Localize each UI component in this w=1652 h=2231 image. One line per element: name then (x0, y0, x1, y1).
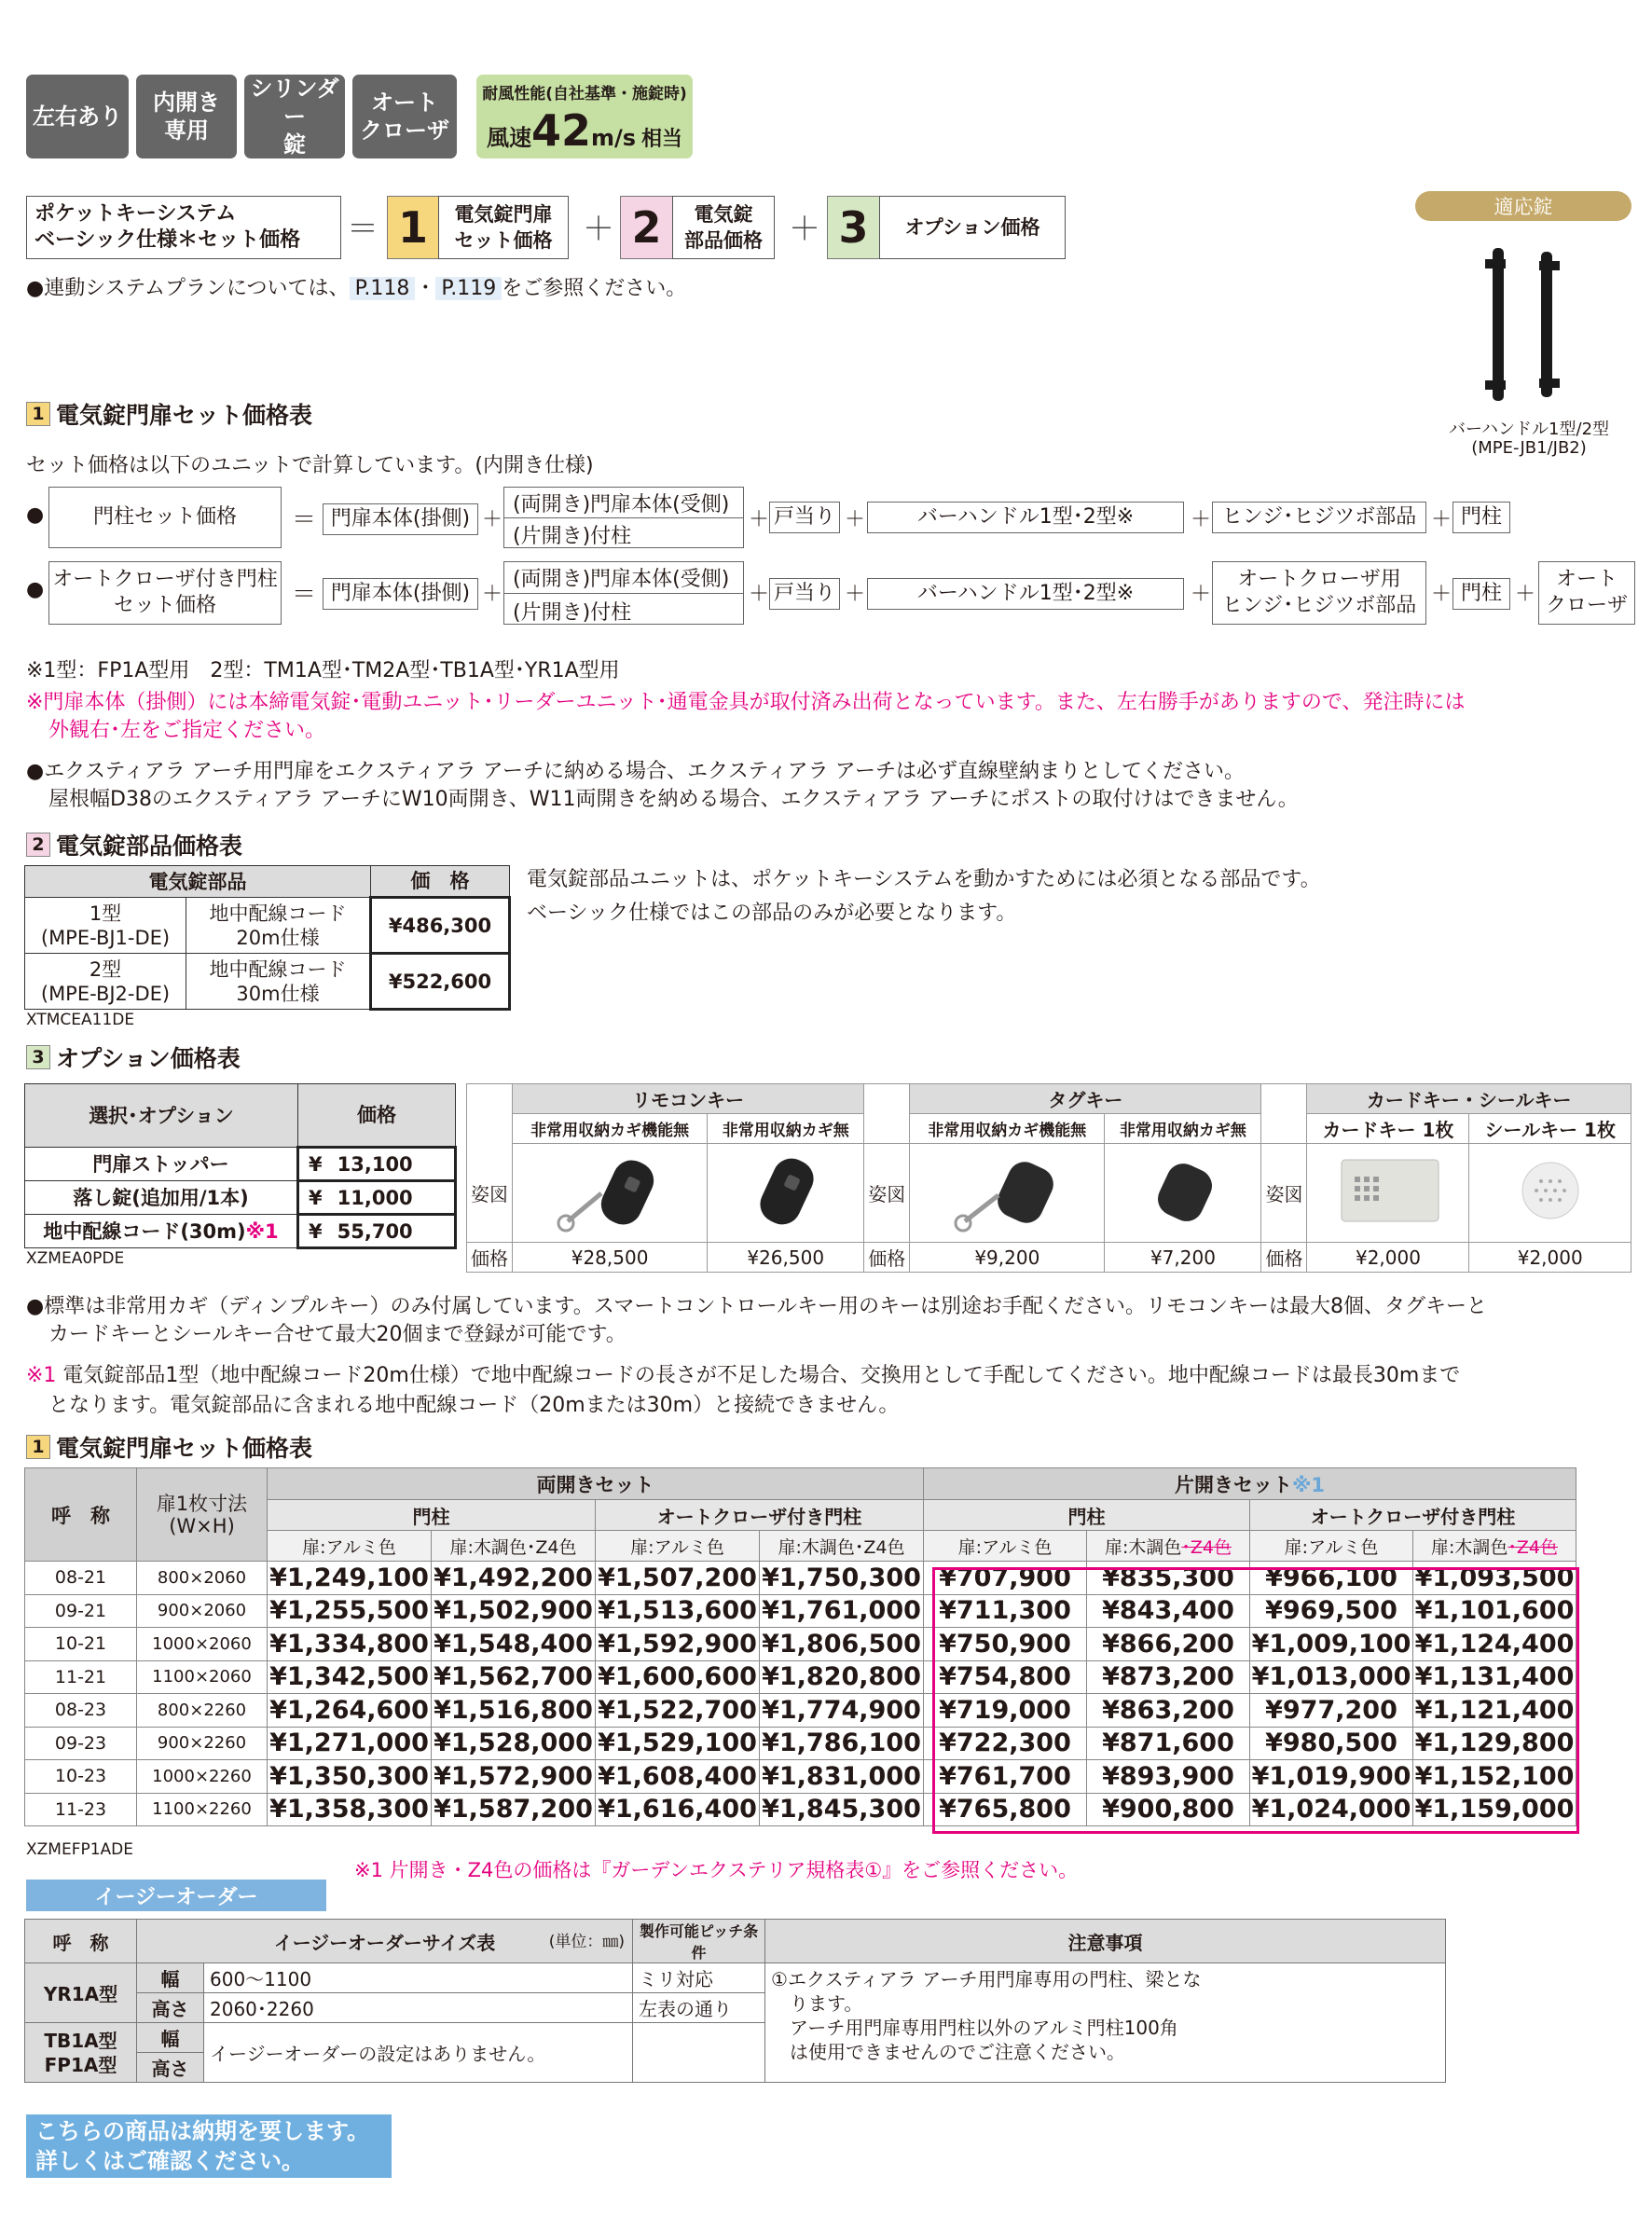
set-row-price: ¥1,334,800 (268, 1628, 432, 1661)
set-header-alumi: 扉:アルミ色 (1250, 1531, 1413, 1562)
set-price-table (24, 1467, 1576, 1826)
option-name: 門扉ストッパー (25, 1148, 298, 1181)
row1-plus-5: ＋ (1431, 508, 1452, 531)
section1-note1: ※1型：FP1A型用 2型：TM1A型･TM2A型･TB1A型･YR1A型用 (26, 659, 620, 682)
set-row-price: ¥1,522,700 (596, 1694, 760, 1728)
section3-note2a: 電気錠部品1型（地中配線コード20m仕様）で地中配線コードの長さが不足した場合、交換用として手配してください。地中配線コードは最長30mまで (56, 1364, 1461, 1387)
formula-num-1: 1 (387, 196, 439, 259)
row2-plus-4: ＋ (1191, 583, 1212, 606)
option-code: XZMEA0PDE (26, 1249, 125, 1268)
section1-note3a: ●エクスティアラ アーチ用門扉をエクスティアラ アーチに納める場合、エクスティアラ アーチは必ず直線壁納まりとしてください。 (26, 760, 1245, 783)
easy-yr-h-cond: 左表の通り (633, 1993, 765, 2023)
set-row-price: ¥866,200 (1087, 1628, 1250, 1661)
keys-photo-label: 姿図 (1261, 1144, 1307, 1243)
keys-sub-6: シールキー 1枚 (1469, 1114, 1631, 1144)
set-row-code: 09-21 (25, 1594, 137, 1628)
section2-heading (26, 828, 242, 861)
easy-header-unit: (単位：㎜) (548, 1932, 626, 1951)
set-row-size: 900×2260 (137, 1727, 268, 1760)
reference-suffix: をご参照ください。 (502, 277, 687, 300)
row1-honti: 門扉本体(掛側) (323, 503, 478, 535)
easy-order-table (24, 1919, 1446, 2083)
option-yen: ¥ (309, 1152, 323, 1176)
easy-tb-w: 幅 (137, 2023, 204, 2053)
easy-yr-h-value: 2060･2260 (204, 1993, 633, 2023)
row1-plus-3: ＋ (845, 508, 866, 531)
row2-bar-handle: バーハンドル1型･2型※ (867, 578, 1184, 610)
formula-label-3: オプション価格 (879, 196, 1066, 259)
easy-note-line: ります。 (771, 1992, 863, 2015)
table-row (25, 1562, 1576, 1595)
set-row-size: 1100×2260 (137, 1793, 268, 1826)
keys-sub-3: 非常用収納カギ機能無 (910, 1114, 1105, 1144)
badge-cylinder-lock: シリンダー 錠 (244, 75, 345, 158)
table-row (25, 1628, 1576, 1661)
section1-note2b: 外観右･左をご指定ください。 (48, 719, 326, 742)
option-price: 11,000 (337, 1186, 413, 1209)
keys-table (466, 1083, 1631, 1273)
set-row-size: 800×2260 (137, 1694, 268, 1728)
table-row (25, 1694, 1576, 1728)
row1-kata: (片開き)付柱 (513, 525, 632, 548)
section1-intro: セット価格は以下のユニットで計算しています。(内開き仕様) (26, 454, 594, 477)
wind-prefix: 風速 (486, 125, 531, 151)
set-row-price: ¥1,820,800 (760, 1660, 924, 1694)
set-header-z4-strike: ･Z4色 (1181, 1536, 1232, 1558)
option-header-price: 価格 (298, 1084, 456, 1148)
formula-plus-2: ＋ (789, 211, 820, 248)
card-key-icon (1323, 1149, 1453, 1233)
option-yen: ¥ (309, 1219, 323, 1243)
easy-tb-name: TB1A型 FP1A型 (25, 2023, 137, 2083)
row1-label: 門柱セット価格 (48, 487, 282, 548)
row2-bullet: ● (26, 578, 45, 601)
table-row (25, 1660, 1576, 1694)
tekiou-label: 適応錠 (1415, 191, 1631, 221)
easy-yr-name: YR1A型 (25, 1963, 137, 2023)
set-row-price: ¥1,750,300 (760, 1562, 924, 1595)
set-header-name: 呼 称 (25, 1468, 137, 1562)
section3-heading (26, 1040, 241, 1074)
set-row-price: ¥722,300 (924, 1727, 1087, 1760)
keys-price-2: ¥26,500 (708, 1243, 864, 1273)
keys-price-3: ¥9,200 (910, 1243, 1105, 1273)
option-note-mark: ※1 (245, 1219, 279, 1243)
set-header-wood-kata: 扉:木調色 (1104, 1536, 1182, 1558)
set-row-price: ¥1,786,100 (760, 1727, 924, 1760)
set-row-price: ¥754,800 (924, 1660, 1087, 1694)
formula-basic-set-price: ポケットキーシステム ベーシック仕様＊セット価格 (26, 196, 341, 259)
set-row-price: ¥1,159,000 (1413, 1793, 1576, 1826)
easy-tb-text: イージーオーダーの設定はありません。 (204, 2023, 633, 2083)
section1-num: 1 (26, 402, 50, 426)
row1-eq: ＝ (292, 506, 317, 534)
set-row-code: 09-23 (25, 1727, 137, 1760)
set-header-alumi: 扉:アルミ色 (268, 1531, 432, 1562)
reference-page-119[interactable]: P.119 (435, 277, 502, 300)
set-row-price: ¥873,200 (1087, 1660, 1250, 1694)
table-row (25, 1727, 1576, 1760)
set-row-price: ¥1,131,400 (1413, 1660, 1576, 1694)
set-row-price: ¥1,271,000 (268, 1727, 432, 1760)
set-row-price: ¥1,009,100 (1250, 1628, 1413, 1661)
easy-header-name: 呼 称 (25, 1920, 137, 1963)
parts-header-item: 電気錠部品 (25, 866, 371, 898)
row2-plus-6: ＋ (1515, 583, 1536, 606)
section4-heading (26, 1430, 312, 1464)
set-row-price: ¥1,761,000 (760, 1594, 924, 1628)
keys-price-label: 価格 (864, 1243, 910, 1273)
remote-key-with-emergency-icon (549, 1149, 670, 1233)
set-row-price: ¥1,024,000 (1250, 1793, 1413, 1826)
row2-eq: ＝ (292, 581, 317, 609)
set-row-price: ¥980,500 (1250, 1727, 1413, 1760)
set-row-price: ¥1,264,600 (268, 1694, 432, 1728)
keys-price-5: ¥2,000 (1307, 1243, 1469, 1273)
row2-toate: 戸当り (769, 578, 840, 610)
keys-photo-label: 姿図 (467, 1144, 513, 1243)
reference-page-118[interactable]: P.118 (350, 277, 416, 300)
set-row-price: ¥1,528,000 (432, 1727, 596, 1760)
row2-option-divider (503, 593, 744, 594)
set-row-size: 800×2060 (137, 1562, 268, 1595)
set-row-price: ¥1,093,500 (1413, 1562, 1576, 1595)
set-row-price: ¥966,100 (1250, 1562, 1413, 1595)
row2-hinge: オートクローザ用 ヒンジ･ヒジツボ部品 (1212, 561, 1426, 625)
row1-plus-1: ＋ (482, 508, 503, 531)
option-price: 55,700 (337, 1219, 413, 1243)
keys-price-label: 価格 (467, 1243, 513, 1273)
wind-performance-badge (476, 75, 693, 158)
set-row-price: ¥707,900 (924, 1562, 1087, 1595)
set-row-price: ¥1,492,200 (432, 1562, 596, 1595)
table-row (25, 1181, 456, 1215)
row1-plus-2: ＋ (749, 508, 770, 531)
set-row-price: ¥1,831,000 (760, 1760, 924, 1794)
table-row (25, 954, 510, 1010)
set-header-alumi: 扉:アルミ色 (924, 1531, 1087, 1562)
section3-note2-mark: ※1 (26, 1364, 57, 1387)
row1-option-divider (503, 517, 744, 518)
set-row-price: ¥1,513,600 (596, 1594, 760, 1628)
set-row-price: ¥1,516,800 (432, 1694, 596, 1728)
row1-plus-4: ＋ (1191, 508, 1212, 531)
tag-key-icon (1122, 1149, 1244, 1233)
set-row-code: 11-23 (25, 1793, 137, 1826)
set-row-price: ¥1,358,300 (268, 1793, 432, 1826)
keys-group-card: カードキー・シールキー (1307, 1084, 1631, 1114)
option-price-table (24, 1083, 457, 1249)
section1-heading (26, 397, 312, 431)
set-row-price: ¥969,500 (1250, 1594, 1413, 1628)
keys-sub-5: カードキー 1枚 (1307, 1114, 1469, 1144)
set-row-price: ¥1,342,500 (268, 1660, 432, 1694)
reference-prefix: ●連動システムプランについては、 (26, 277, 350, 300)
set-header-z4-strike: ･Z4色 (1507, 1536, 1559, 1558)
set-row-price: ¥1,013,000 (1250, 1660, 1413, 1694)
parts-header-price: 価 格 (371, 866, 510, 898)
set-price-code: XZMEFP1ADE (26, 1840, 134, 1859)
row1-monchu: 門柱 (1452, 502, 1510, 533)
parts-desc: 地中配線コード 20m仕様 (186, 898, 371, 954)
set-row-price: ¥1,502,900 (432, 1594, 596, 1628)
tekiou-caption-2: (MPE-JB1/JB2) (1471, 438, 1587, 458)
parts-price: ¥486,300 (371, 898, 510, 954)
section2-title: 電気錠部品価格表 (56, 833, 243, 860)
set-row-price: ¥1,592,900 (596, 1628, 760, 1661)
row2-plus-2: ＋ (749, 583, 770, 606)
option-name: 地中配線コード(30m) (43, 1219, 246, 1243)
keys-sub-4: 非常用収納カギ無 (1105, 1114, 1261, 1144)
row2-plus-5: ＋ (1431, 583, 1452, 606)
formula-equals: ＝ (347, 211, 379, 248)
set-row-price: ¥977,200 (1250, 1694, 1413, 1728)
easy-yr-w-value: 600～1100 (204, 1963, 633, 1993)
parts-desc-1: 電気錠部品ユニットは、ポケットキーシステムを動かすためには必須となる部品です。 (527, 868, 1321, 891)
set-header-wood: 扉:木調色･Z4色 (432, 1531, 596, 1562)
set-row-price: ¥843,400 (1087, 1594, 1250, 1628)
badge-auto-closer: オート クローザ (352, 75, 457, 158)
remote-key-icon (725, 1149, 847, 1233)
easy-note-line: アーチ用門扉専用門柱以外のアルミ門柱100角 (771, 2017, 1178, 2039)
tekiou-caption-1: バーハンドル1型/2型 (1448, 420, 1610, 439)
row2-kata: (片開き)付柱 (513, 601, 632, 625)
set-row-price: ¥1,806,500 (760, 1628, 924, 1661)
set-row-size: 1000×2060 (137, 1628, 268, 1661)
option-name: 落し錠(追加用/1本) (25, 1181, 298, 1215)
section3-note2b: となります。電気錠部品に含まれる地中配線コード（20mまたは30m）と接続できません。 (48, 1394, 900, 1417)
table-row (25, 1793, 1576, 1826)
set-row-code: 11-21 (25, 1660, 137, 1694)
row1-bullet: ● (26, 503, 45, 527)
set-header-monchu: 門柱 (268, 1500, 596, 1531)
row2-honti: 門扉本体(掛側) (323, 578, 478, 610)
row1-toate: 戸当り (769, 502, 840, 533)
set-row-price: ¥765,800 (924, 1793, 1087, 1826)
easy-order-title: イージーオーダー (26, 1880, 326, 1911)
set-header-auto: オートクローザ付き門柱 (596, 1500, 924, 1531)
set-row-size: 900×2060 (137, 1594, 268, 1628)
easy-yr-w: 幅 (137, 1963, 204, 1993)
badge-inward-only: 内開き 専用 (136, 75, 237, 158)
row2-plus-1: ＋ (482, 583, 503, 606)
wind-value: 42 (530, 105, 591, 156)
option-price: 13,100 (337, 1152, 413, 1176)
easy-header-notes: 注意事項 (765, 1920, 1446, 1963)
set-row-price: ¥863,200 (1087, 1694, 1250, 1728)
set-row-price: ¥1,101,600 (1413, 1594, 1576, 1628)
row1-ryo: (両開き)門扉本体(受側) (513, 493, 730, 516)
set-row-price: ¥1,600,600 (596, 1660, 760, 1694)
row2-plus-3: ＋ (845, 583, 866, 606)
set-row-price: ¥1,608,400 (596, 1760, 760, 1794)
set-row-price: ¥1,350,300 (268, 1760, 432, 1794)
row2-monchu: 門柱 (1452, 578, 1510, 610)
section1-note2a: ※門扉本体（掛側）には本締電気錠･電動ユニット･リーダーユニット･通電金具が取付済み出荷となっています。また、左右勝手がありますので、発注時には (26, 691, 1466, 714)
set-row-size: 1100×2060 (137, 1660, 268, 1694)
set-row-price: ¥1,572,900 (432, 1760, 596, 1794)
section3-note1b: カードキーとシールキー合せて最大20個まで登録が可能です。 (48, 1323, 626, 1346)
easy-yr-w-cond: ミリ対応 (633, 1963, 765, 1993)
wind-unit: m/s (590, 125, 637, 151)
set-row-price: ¥1,249,100 (268, 1562, 432, 1595)
section3-num: 3 (26, 1045, 50, 1069)
parts-price: ¥522,600 (371, 954, 510, 1010)
bar-handle-icon (1478, 241, 1571, 408)
row1-bar-handle: バーハンドル1型･2型※ (867, 502, 1184, 533)
table-row (25, 1594, 1576, 1628)
set-header-single: 片開きセット (1175, 1473, 1292, 1496)
formula-label-1: 電気錠門扉 セット価格 (438, 196, 569, 259)
keys-group-remote: リモコンキー (513, 1084, 864, 1114)
keys-price-1: ¥28,500 (513, 1243, 708, 1273)
keys-price-label: 価格 (1261, 1243, 1307, 1273)
row2-auto-closer: オート クローザ (1538, 561, 1635, 625)
set-header-auto: オートクローザ付き門柱 (1250, 1500, 1576, 1531)
keys-price-4: ¥7,200 (1105, 1243, 1261, 1273)
set-row-price: ¥1,587,200 (432, 1793, 596, 1826)
row1-hinge: ヒンジ･ヒジツボ部品 (1212, 502, 1426, 533)
easy-header-pitch: 製作可能ピッチ条件 (633, 1920, 765, 1963)
set-row-price: ¥1,562,700 (432, 1660, 596, 1694)
keys-price-6: ¥2,000 (1469, 1243, 1631, 1273)
set-row-price: ¥761,700 (924, 1760, 1087, 1794)
set-row-code: 10-23 (25, 1760, 137, 1794)
parts-type: 1型 (MPE-BJ1-DE) (25, 898, 186, 954)
seal-key-icon (1485, 1149, 1616, 1233)
easy-header-size: イージーオーダーサイズ表 (273, 1931, 496, 1954)
keys-photo-label: 姿図 (864, 1144, 910, 1243)
set-header-size: 扉1枚寸法 (W×H) (137, 1468, 268, 1562)
set-header-alumi: 扉:アルミ色 (596, 1531, 760, 1562)
easy-note-line: ①エクスティアラ アーチ用門扉専用の門柱、梁とな (771, 1968, 1202, 1990)
parts-price-table (24, 865, 511, 1011)
parts-desc: 地中配線コード 30m仕様 (186, 954, 371, 1010)
set-row-price: ¥1,616,400 (596, 1793, 760, 1826)
formula-num-2: 2 (620, 196, 673, 259)
parts-desc-2: ベーシック仕様ではこの部品のみが必要となります。 (527, 902, 1017, 925)
set-header-wood: 扉:木調色･Z4色 (760, 1531, 924, 1562)
set-header-double: 両開きセット (268, 1468, 924, 1500)
set-row-price: ¥1,124,400 (1413, 1628, 1576, 1661)
set-row-price: ¥871,600 (1087, 1727, 1250, 1760)
option-header-name: 選択･オプション (25, 1084, 298, 1148)
section3-note1a: ●標準は非常用カギ（ディンプルキー）のみ付属しています。スマートコントロールキー用のキーは別途お手配ください。リモコンキーは最大8個、タグキーと (26, 1295, 1488, 1318)
set-row-price: ¥1,548,400 (432, 1628, 596, 1661)
parts-type: 2型 (MPE-BJ2-DE) (25, 954, 186, 1010)
row2-label: オートクローザ付き門柱 セット価格 (48, 561, 282, 625)
section1-title: 電気錠門扉セット価格表 (56, 402, 313, 429)
row2-ryo: (両開き)門扉本体(受側) (513, 568, 730, 591)
set-row-price: ¥835,300 (1087, 1562, 1250, 1595)
option-yen: ¥ (309, 1186, 323, 1209)
set-header-single-mark: ※1 (1292, 1473, 1326, 1496)
parts-code: XTMCEA11DE (26, 1011, 135, 1029)
set-header-monchu: 門柱 (924, 1500, 1250, 1531)
section3-title: オプション価格表 (56, 1045, 241, 1072)
set-row-price: ¥1,529,100 (596, 1727, 760, 1760)
set-row-price: ¥750,900 (924, 1628, 1087, 1661)
set-row-price: ¥1,019,900 (1250, 1760, 1413, 1794)
set-row-price: ¥711,300 (924, 1594, 1087, 1628)
set-price-note: ※1 片開き・Z4色の価格は『ガーデンエクステリア規格表①』をご参照ください。 (354, 1859, 1079, 1881)
table-row (25, 1215, 456, 1248)
footer-notice: こちらの商品は納期を要します。 詳しくはご確認ください。 (26, 2114, 392, 2178)
set-row-price: ¥893,900 (1087, 1760, 1250, 1794)
tag-key-with-emergency-icon (946, 1149, 1067, 1233)
formula-num-3: 3 (827, 196, 880, 259)
section4-num: 1 (26, 1435, 50, 1459)
set-row-code: 08-21 (25, 1562, 137, 1595)
set-row-code: 10-21 (25, 1628, 137, 1661)
easy-tb-h: 高さ (137, 2053, 204, 2083)
badge-left-right: 左右あり (26, 75, 129, 158)
set-row-price: ¥1,507,200 (596, 1562, 760, 1595)
table-row (25, 1148, 456, 1181)
set-row-price: ¥1,152,100 (1413, 1760, 1576, 1794)
easy-yr-h: 高さ (137, 1993, 204, 2023)
set-row-price: ¥1,255,500 (268, 1594, 432, 1628)
section1-note3b: 屋根幅D38のエクスティアラ アーチにW10両開き、W11両開きを納める場合、エクスティアラ アーチにポストの取付けはできません。 (48, 788, 1299, 811)
set-header-wood-kata: 扉:木調色 (1431, 1536, 1508, 1558)
set-row-price: ¥1,845,300 (760, 1793, 924, 1826)
table-row (25, 1760, 1576, 1794)
set-row-size: 1000×2260 (137, 1760, 268, 1794)
formula-plus-1: ＋ (583, 211, 614, 248)
formula-label-2: 電気錠 部品価格 (672, 196, 775, 259)
set-row-code: 08-23 (25, 1694, 137, 1728)
reference-note (26, 272, 686, 301)
table-row (25, 898, 510, 954)
set-row-price: ¥719,000 (924, 1694, 1087, 1728)
set-row-price: ¥1,129,800 (1413, 1727, 1576, 1760)
keys-group-tag: タグキー (910, 1084, 1261, 1114)
wind-title: 耐風性能(自社基準・施錠時) (482, 85, 687, 103)
set-row-price: ¥900,800 (1087, 1793, 1250, 1826)
reference-dot: ・ (415, 277, 436, 300)
wind-suffix: 相当 (641, 128, 683, 151)
set-row-price: ¥1,121,400 (1413, 1694, 1576, 1728)
easy-note-line: は使用できませんのでご注意ください。 (771, 2041, 1126, 2063)
section2-num: 2 (26, 833, 50, 857)
section4-title: 電気錠門扉セット価格表 (56, 1435, 313, 1462)
set-row-price: ¥1,774,900 (760, 1694, 924, 1728)
keys-sub-2: 非常用収納カギ無 (708, 1114, 864, 1144)
keys-sub-1: 非常用収納カギ機能無 (513, 1114, 708, 1144)
